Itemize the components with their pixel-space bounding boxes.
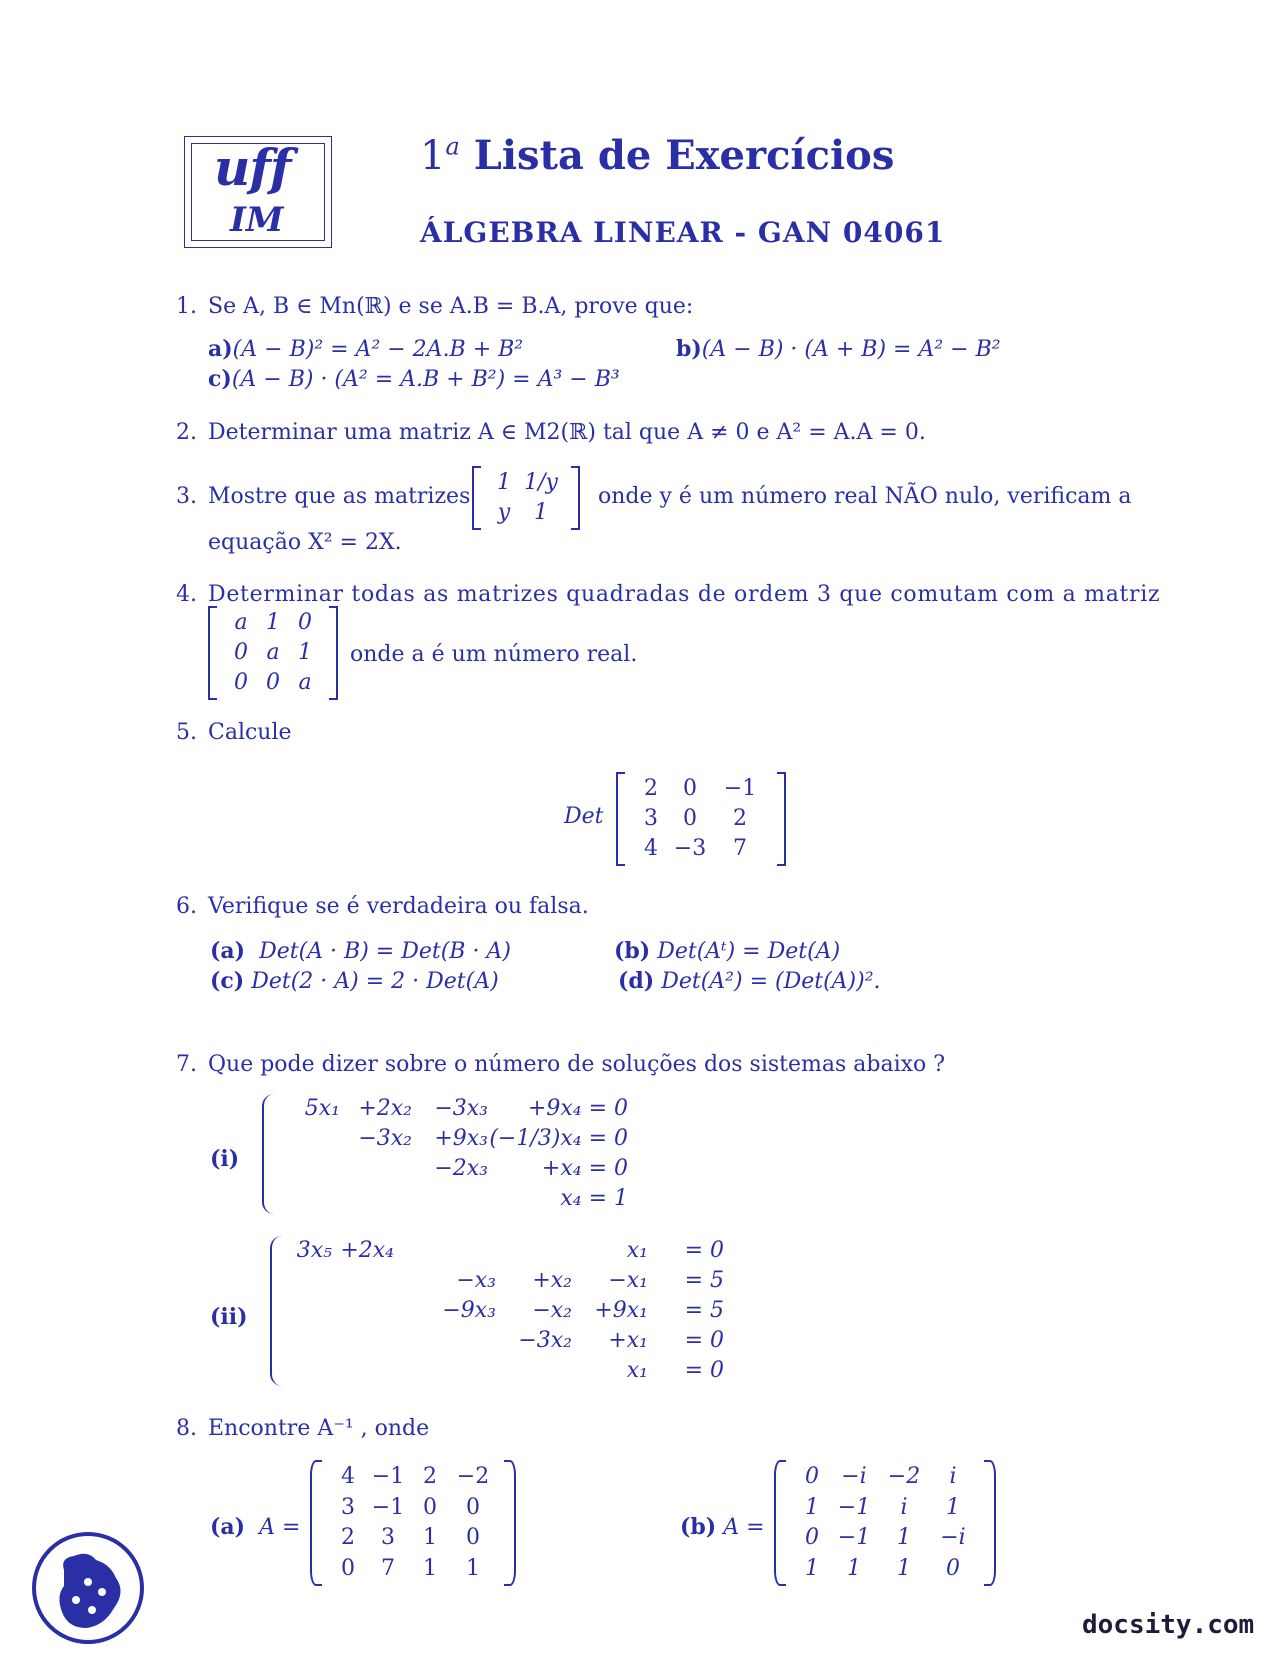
left-paren xyxy=(774,1460,786,1586)
left-bracket xyxy=(472,466,481,530)
matrix-cell: 0 xyxy=(234,640,248,665)
ex1-text: Se A, B ∈ Mn(ℝ) e se A.B = B.A, prove que: xyxy=(208,294,694,319)
system-cell xyxy=(280,1124,340,1154)
system-cell: +2x₄ xyxy=(340,1238,394,1263)
ex8-a-eq: A = xyxy=(259,1515,301,1540)
ex8-b-eq: A = xyxy=(723,1515,765,1540)
system-cell xyxy=(288,1326,332,1356)
ex8-a-matrix-grid xyxy=(322,1460,504,1586)
matrix-cell: 0 xyxy=(266,670,280,695)
system-cell: −3x₃ xyxy=(434,1096,488,1121)
matrix-cell: y xyxy=(497,500,511,525)
matrix-cell: −1 xyxy=(837,1525,871,1551)
matrix-cell: 1 xyxy=(423,1555,437,1581)
system-cell xyxy=(332,1266,394,1296)
system-cell: −x₂ xyxy=(532,1298,572,1323)
ex5-det-label: Det xyxy=(564,804,604,829)
matrix-cell: −i xyxy=(841,1464,867,1490)
ex3-text-line2: equação X² = 2X. xyxy=(208,530,402,555)
matrix-cell: 1 xyxy=(298,640,312,665)
right-bracket xyxy=(329,606,338,700)
matrix-cell: 1 xyxy=(847,1555,861,1581)
ex1-c-text: (A − B) · (A² = A.B + B²) = A³ − B³ xyxy=(231,367,620,392)
matrix-cell: 0 xyxy=(234,670,248,695)
system-cell: −3x₂ xyxy=(358,1126,412,1151)
ex6-number: 6. xyxy=(176,894,197,919)
logo-uff: uff xyxy=(214,138,291,197)
matrix-cell: 0 xyxy=(805,1525,819,1551)
right-paren xyxy=(984,1460,996,1586)
system-cell xyxy=(394,1326,496,1356)
system-cell xyxy=(496,1356,572,1386)
page-subtitle: ÁLGEBRA LINEAR - GAN 04061 xyxy=(420,216,946,249)
right-bracket xyxy=(777,772,786,866)
system-cell xyxy=(332,1356,394,1386)
ex1-item-a xyxy=(208,334,523,365)
logo-im: IM xyxy=(230,200,284,240)
left-paren xyxy=(310,1460,322,1586)
system-cell: (−1/3)x₄ = 0 xyxy=(489,1126,628,1151)
ex1-item-c xyxy=(208,364,620,395)
system-cell: +x₁ xyxy=(608,1328,648,1353)
matrix-cell: 1 xyxy=(897,1525,911,1551)
system-ii-brace xyxy=(270,1236,282,1386)
ex1-b-text: (A − B) · (A + B) = A² − B² xyxy=(701,337,1001,362)
ex4-number: 4. xyxy=(176,582,197,607)
ex3-matrix xyxy=(472,466,580,530)
system-ii xyxy=(288,1236,724,1386)
matrix-cell: 1/y xyxy=(524,470,558,495)
title-number: 1 xyxy=(420,133,446,179)
ex6-d-text: Det(A²) = (Det(A))². xyxy=(661,969,881,994)
matrix-cell: a xyxy=(234,610,248,635)
matrix-cell: 4 xyxy=(644,836,658,861)
matrix-cell: −1 xyxy=(371,1494,405,1520)
system-cell xyxy=(332,1296,394,1326)
ex1-a-text: (A − B)² = A² − 2A.B + B² xyxy=(232,337,524,362)
matrix-cell: 0 xyxy=(683,806,697,831)
title-superscript: a xyxy=(445,132,460,161)
ex8-item-a xyxy=(210,1512,300,1543)
system-cell xyxy=(412,1184,488,1214)
ex6-d-label: (d) xyxy=(618,968,655,994)
ex8-a-matrix xyxy=(310,1460,516,1586)
matrix-cell: −3 xyxy=(673,836,707,861)
matrix-cell: 2 xyxy=(423,1464,437,1490)
matrix-cell: 3 xyxy=(644,806,658,831)
ex4-matrix xyxy=(208,606,338,700)
ex8-number: 8. xyxy=(176,1416,197,1441)
system-cell xyxy=(280,1184,340,1214)
matrix-cell: 1 xyxy=(805,1494,819,1520)
system-cell xyxy=(288,1356,332,1386)
ex1-c-label: c) xyxy=(208,366,232,392)
left-bracket xyxy=(208,606,217,700)
ex4-matrix-grid xyxy=(217,606,329,700)
matrix-cell: 2 xyxy=(733,806,747,831)
matrix-cell: 7 xyxy=(733,836,747,861)
ex1-a-label: a) xyxy=(208,336,233,362)
system-cell: +9x₁ xyxy=(594,1298,648,1323)
system-cell: x₁ xyxy=(626,1358,648,1383)
matrix-cell: 0 xyxy=(805,1464,819,1490)
matrix-cell: 7 xyxy=(381,1555,395,1581)
ex8-item-b xyxy=(680,1512,765,1543)
matrix-cell: 0 xyxy=(423,1494,437,1520)
title-text: Lista de Exercícios xyxy=(473,132,895,179)
ex5-matrix-grid xyxy=(625,772,777,866)
system-i-grid xyxy=(280,1094,628,1214)
matrix-cell: −i xyxy=(940,1525,966,1551)
system-cell xyxy=(340,1184,412,1214)
ex5-text: Calcule xyxy=(208,720,292,745)
ex3-text-before: Mostre que as matrizes xyxy=(208,484,471,509)
matrix-cell: 3 xyxy=(341,1494,355,1520)
system-ii-grid xyxy=(288,1236,724,1386)
ex6-item-c xyxy=(210,966,499,997)
system-cell: = 0 xyxy=(684,1358,724,1383)
ex7-ii-label: (ii) xyxy=(210,1304,248,1330)
ex2-text: Determinar uma matriz A ∈ M2(ℝ) tal que A ≠ 0 e A² = A.A = 0. xyxy=(208,420,926,445)
matrix-cell: 1 xyxy=(466,1555,480,1581)
ex3-number: 3. xyxy=(176,484,197,509)
system-cell: 5x₁ xyxy=(304,1096,340,1121)
ex6-b-label: (b) xyxy=(614,938,651,964)
system-cell xyxy=(280,1154,340,1184)
left-bracket xyxy=(616,772,625,866)
system-cell xyxy=(394,1356,496,1386)
matrix-cell: 4 xyxy=(341,1464,355,1490)
ex7-i-label: (i) xyxy=(210,1146,240,1172)
matrix-cell: 0 xyxy=(341,1555,355,1581)
ex6-c-label: (c) xyxy=(210,968,245,994)
ex8-b-label: (b) xyxy=(680,1514,717,1540)
ex5-number: 5. xyxy=(176,720,197,745)
system-cell: +x₄ = 0 xyxy=(541,1156,628,1181)
matrix-cell: −2 xyxy=(456,1464,490,1490)
ex6-a-text: Det(A · B) = Det(B · A) xyxy=(259,939,511,964)
ex6-text: Verifique se é verdadeira ou falsa. xyxy=(208,894,589,919)
system-cell: +2x₂ xyxy=(358,1096,412,1121)
system-cell xyxy=(496,1236,572,1266)
matrix-cell: i xyxy=(949,1464,957,1490)
matrix-cell: −1 xyxy=(371,1464,405,1490)
page-title xyxy=(420,132,894,179)
system-cell: x₄ = 1 xyxy=(560,1186,628,1211)
system-cell: = 5 xyxy=(684,1268,724,1293)
system-cell: +x₂ xyxy=(532,1268,572,1293)
matrix-cell: −1 xyxy=(837,1494,871,1520)
ex8-text: Encontre A⁻¹ , onde xyxy=(208,1416,430,1441)
matrix-cell: −2 xyxy=(887,1464,921,1490)
system-cell: 3x₅ xyxy=(296,1238,332,1263)
right-bracket xyxy=(571,466,580,530)
matrix-cell: 2 xyxy=(341,1525,355,1551)
matrix-cell: a xyxy=(266,640,280,665)
matrix-cell: 0 xyxy=(683,776,697,801)
matrix-cell: 1 xyxy=(497,470,511,495)
ex2-number: 2. xyxy=(176,420,197,445)
system-cell: −x₃ xyxy=(456,1268,496,1293)
ex6-item-a xyxy=(210,936,511,967)
ex6-c-text: Det(2 · A) = 2 · Det(A) xyxy=(251,969,499,994)
ex8-b-matrix-grid xyxy=(786,1460,984,1586)
system-cell: −3x₂ xyxy=(518,1328,572,1353)
matrix-cell: 1 xyxy=(423,1525,437,1551)
matrix-cell: 1 xyxy=(266,610,280,635)
matrix-cell: i xyxy=(900,1494,908,1520)
docsity-logo-icon[interactable] xyxy=(30,1530,150,1650)
system-cell xyxy=(288,1266,332,1296)
ex8-b-matrix xyxy=(774,1460,996,1586)
matrix-cell: 0 xyxy=(298,610,312,635)
system-cell: = 0 xyxy=(684,1328,724,1353)
ex4-text-after: onde a é um número real. xyxy=(350,642,638,667)
matrix-cell: −1 xyxy=(723,776,757,801)
ex1-number: 1. xyxy=(176,294,197,319)
matrix-cell: a xyxy=(298,670,312,695)
matrix-cell: 0 xyxy=(946,1555,960,1581)
matrix-cell: 1 xyxy=(805,1555,819,1581)
ex6-item-b xyxy=(614,936,840,967)
ex1-item-b xyxy=(676,334,1001,365)
system-cell: +9x₃ xyxy=(434,1126,488,1151)
ex3-matrix-grid xyxy=(481,466,571,530)
matrix-cell: 0 xyxy=(466,1525,480,1551)
right-paren xyxy=(504,1460,516,1586)
matrix-cell: 1 xyxy=(897,1555,911,1581)
matrix-cell: 3 xyxy=(381,1525,395,1551)
ex6-b-text: Det(Aᵗ) = Det(A) xyxy=(657,939,841,964)
ex1-b-label: b) xyxy=(676,336,702,362)
ex5-matrix xyxy=(616,772,786,866)
ex6-item-d xyxy=(618,966,881,997)
matrix-cell: 1 xyxy=(946,1494,960,1520)
system-cell: +9x₄ = 0 xyxy=(527,1096,628,1121)
system-i xyxy=(280,1094,628,1214)
ex7-number: 7. xyxy=(176,1052,197,1077)
system-cell xyxy=(340,1154,412,1184)
ex4-text: Determinar todas as matrizes quadradas de ordem 3 que comutam com a matriz xyxy=(208,582,1161,607)
matrix-cell: 2 xyxy=(644,776,658,801)
system-cell xyxy=(332,1326,394,1356)
docsity-brand[interactable]: docsity.com xyxy=(1082,1610,1255,1640)
matrix-cell: 0 xyxy=(466,1494,480,1520)
system-cell: = 5 xyxy=(684,1298,724,1323)
system-cell: −9x₃ xyxy=(442,1298,496,1323)
system-cell: −x₁ xyxy=(608,1268,648,1293)
ex3-text-after: onde y é um número real NÃO nulo, verificam a xyxy=(598,484,1132,509)
system-cell xyxy=(288,1296,332,1326)
matrix-cell: 1 xyxy=(534,500,548,525)
system-cell: = 0 xyxy=(684,1238,724,1263)
system-cell: x₁ xyxy=(626,1238,648,1263)
system-i-brace xyxy=(262,1094,274,1214)
ex7-text: Que pode dizer sobre o número de soluções dos sistemas abaixo ? xyxy=(208,1052,946,1077)
ex8-a-label: (a) xyxy=(210,1514,246,1540)
system-cell xyxy=(394,1236,496,1266)
system-cell: −2x₃ xyxy=(434,1156,488,1181)
ex6-a-label: (a) xyxy=(210,938,246,964)
